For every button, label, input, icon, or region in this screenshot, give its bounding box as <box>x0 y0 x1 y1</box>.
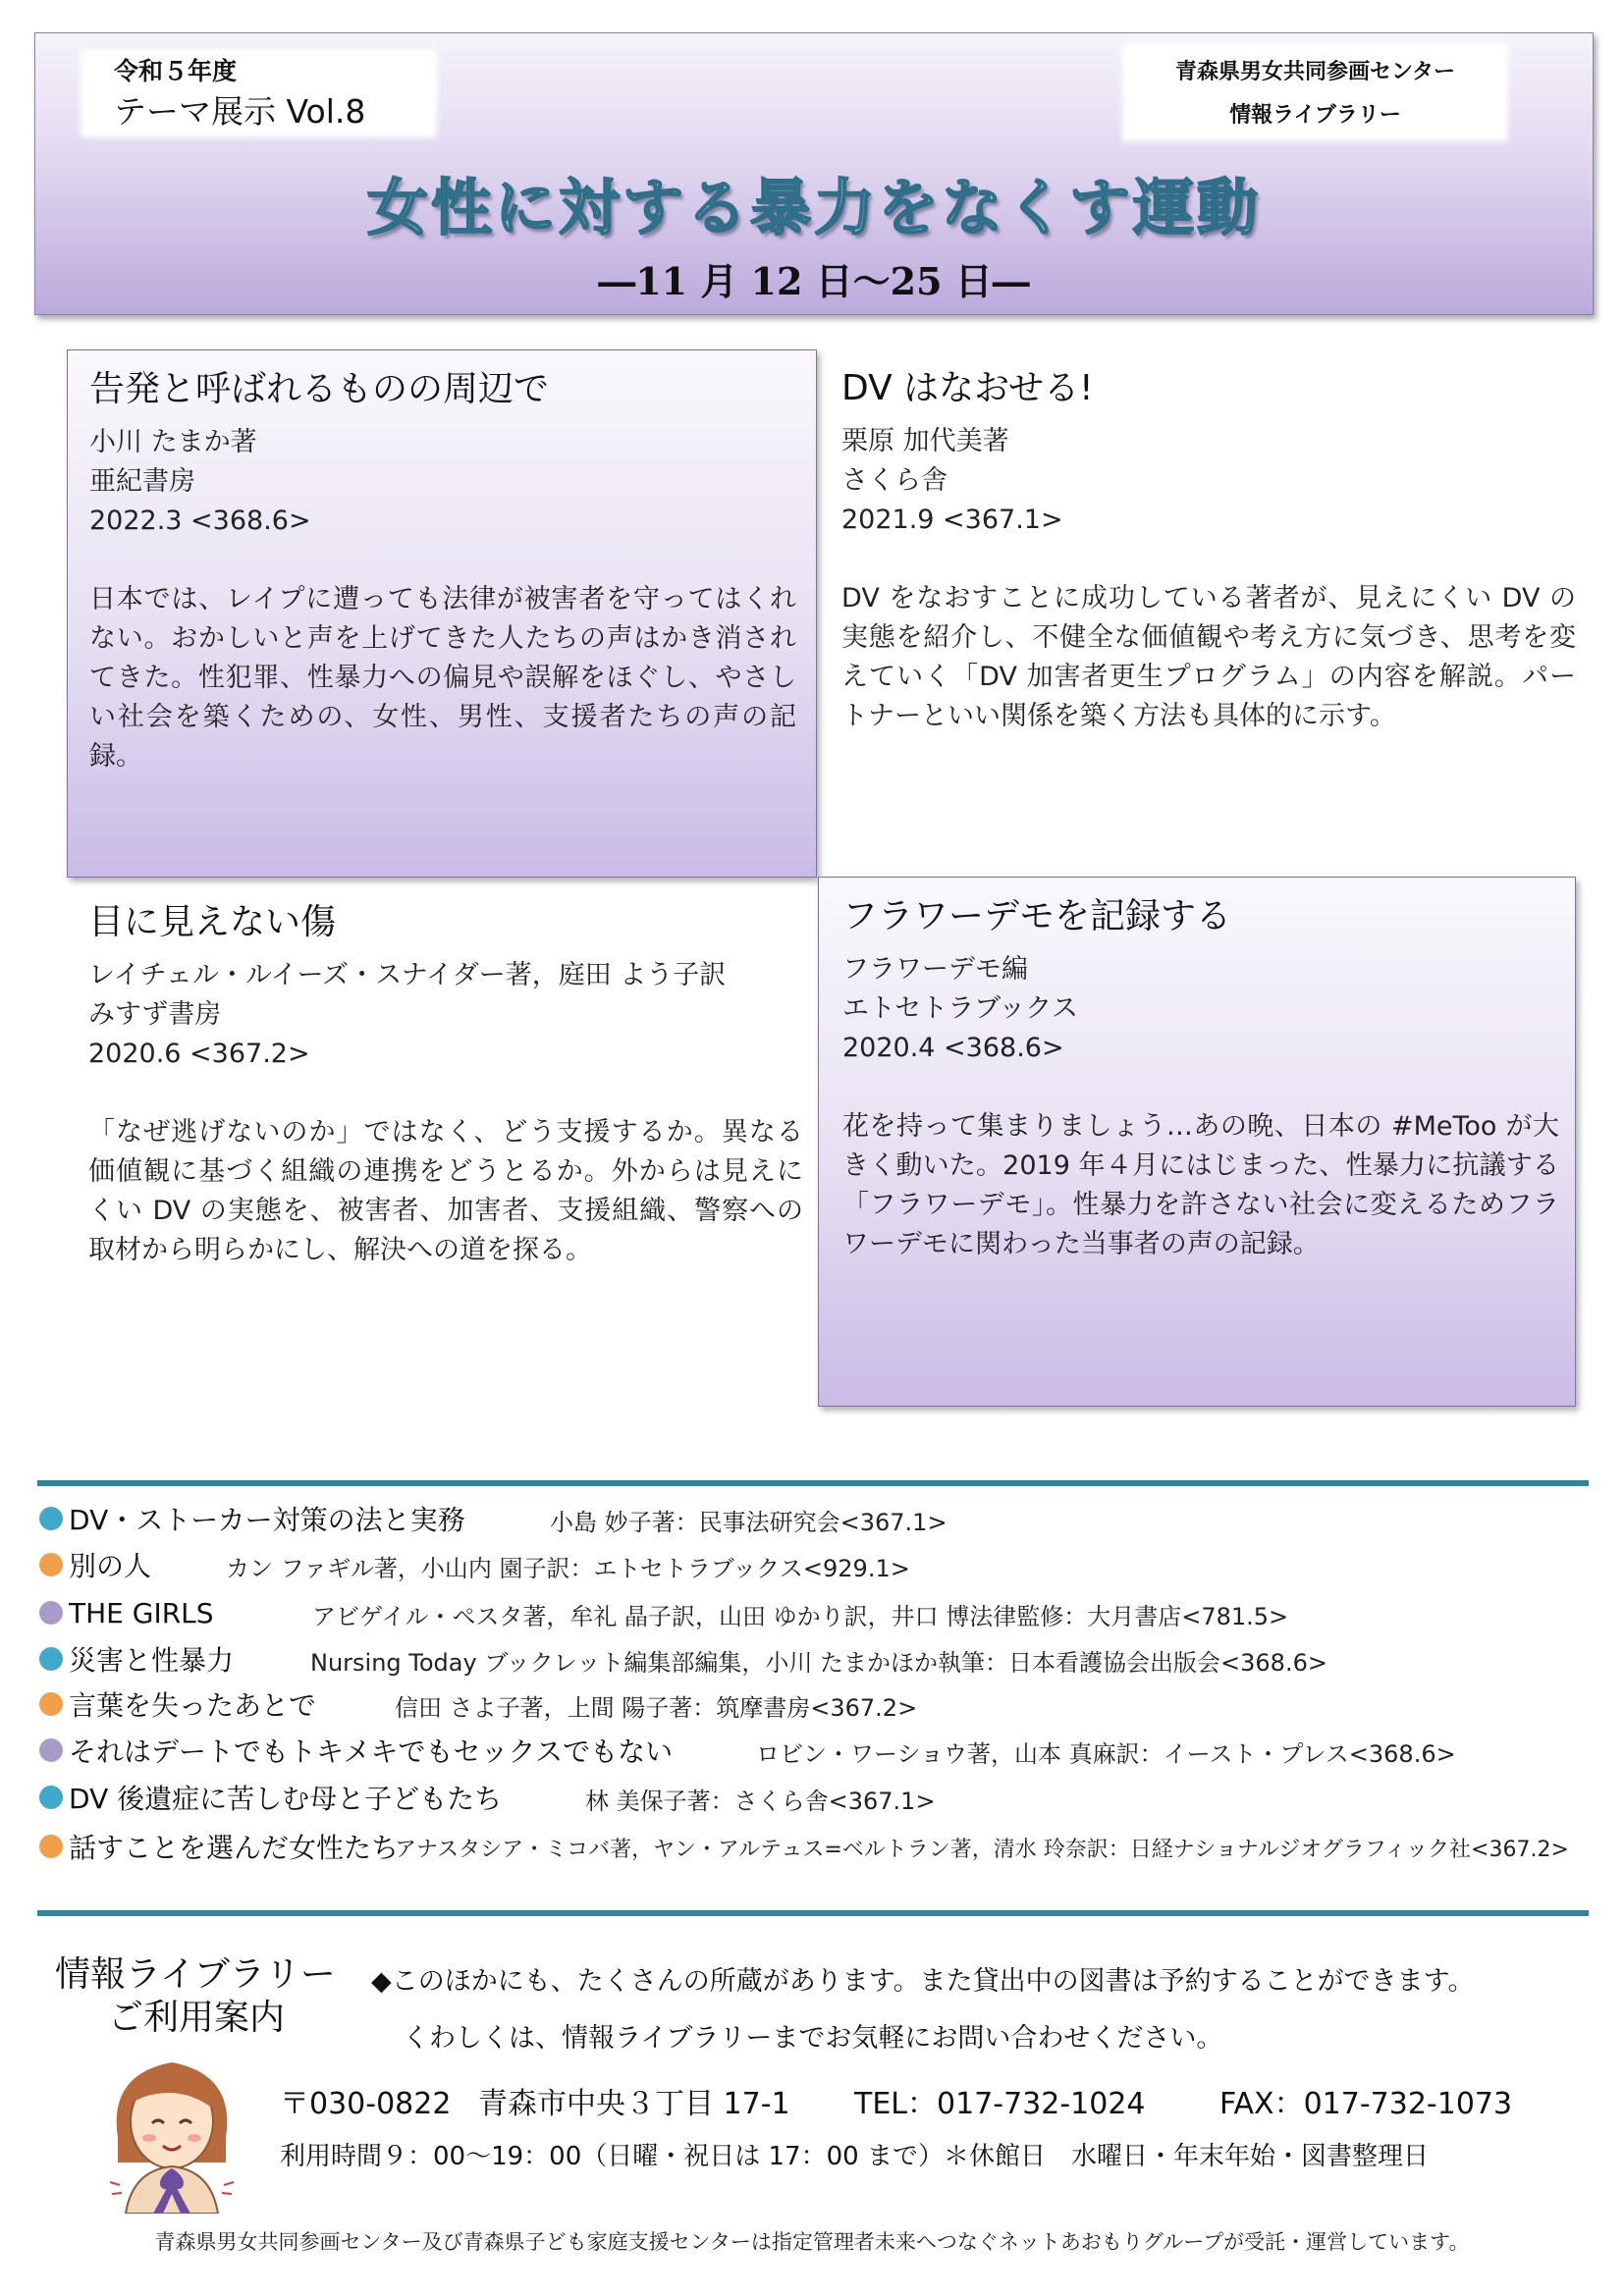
bullet-dot-icon <box>39 1647 63 1671</box>
bullet-dot-icon <box>39 1835 63 1858</box>
list-item-title: 別の人 <box>69 1550 152 1582</box>
book-card <box>67 349 817 878</box>
inquiry-notice: くわしくは、情報ライブラリーまでお気軽にお問い合わせください。 <box>403 2023 1223 2054</box>
list-item-detail: Nursing Today ブックレット編集部編集，小川 たまかほか執筆：日本看護協会出版会<368.6> <box>310 1649 1327 1677</box>
book-author: 小川 たまか著 <box>89 427 257 457</box>
list-item-detail: カン ファギル著，小山内 園子訳：エトセトラブックス<929.1> <box>226 1555 910 1582</box>
bullet-dot-icon <box>39 1738 63 1762</box>
book-title: DV はなおせる! <box>841 368 1094 408</box>
phone-number: TEL：017-732-1024 <box>854 2087 1146 2121</box>
book-card <box>67 883 817 1394</box>
header-banner <box>34 32 1594 315</box>
list-item <box>39 1684 918 1724</box>
list-item-detail: ロビン・ワーショウ著，山本 真麻訳：イースト・プレス<368.6> <box>756 1740 1456 1768</box>
list-item <box>39 1639 1327 1679</box>
library-guide-subtitle: ご利用案内 <box>108 1998 286 2038</box>
book-card <box>820 349 1596 880</box>
book-title: 告発と呼ばれるものの周辺で <box>89 369 550 409</box>
list-item-detail: アビゲイル・ペスタ著，牟礼 晶子訳，山田 ゆかり訳，井口 博法律監修：大月書店<781.5> <box>312 1603 1289 1630</box>
list-item-detail: アナスタシア・ミコバ著，ヤン・アルテュス=ベルトラン著，清水 玲奈訳：日経ナショナルジオグラフィック社<367.2> <box>395 1838 1569 1862</box>
book-author: フラワーデモ編 <box>842 954 1028 985</box>
fiscal-year-label: 令和５年度 <box>84 53 433 90</box>
library-name: 情報ライブラリー <box>1229 103 1401 128</box>
list-item <box>39 1827 1569 1866</box>
list-item-title: DV・ストーカー対策の法と実務 <box>69 1504 465 1536</box>
book-description: 「なぜ逃げないのか」ではなく、どう支援するか。異なる価値観に基づく組織の連携をどうとるか。外からは見えにくい DV の実態を、被害者、加害者、支援組織、警察への取材から明らかにし、解決への道を探る。 <box>88 1117 803 1265</box>
organization-name: 青森県男女共同参画センター <box>1174 60 1456 84</box>
exhibit-volume-label: テーマ展示 Vol.8 <box>84 90 433 133</box>
book-publisher: 亜紀書房 <box>89 466 195 497</box>
list-item <box>39 1545 910 1584</box>
mascot-illustration <box>98 2045 245 2214</box>
list-item-title: それはデートでもトキメキでもセックスでもない <box>69 1735 674 1768</box>
list-item-detail: 林 美保子著：さくら舎<367.1> <box>585 1788 936 1815</box>
list-item-title: 言葉を失ったあとで <box>69 1689 317 1722</box>
book-publisher: エトセトラブックス <box>842 993 1079 1024</box>
book-description: 花を持って集まりましょう…あの晩、日本の #MeToo が大きく動いた。2019 年４月にはじまった、性暴力に抗議する「フラワーデモ」。性暴力を許さない社会に変えるためフラワーデモに関わった当事者の声の記録。 <box>842 1111 1559 1259</box>
management-notice: 青森県男女共同参画センター及び青森県子ども家庭支援センターは指定管理者未来へつなぐネットあおもりグループが受託・運営しています。 <box>154 2230 1470 2254</box>
book-description: 日本では、レイプに遭っても法律が被害者を守ってはくれない。おかしいと声を上げてきた人たちの声はかき消されてきた。性犯罪、性暴力への偏見や誤解をほぐし、やさしい社会を築くための、女性、男性、支援者たちの声の記録。 <box>89 584 796 772</box>
book-author: レイチェル・ルイーズ・スナイダー著，庭田 よう子訳 <box>88 960 727 990</box>
book-publisher: さくら舎 <box>841 465 947 496</box>
bullet-dot-icon <box>39 1601 63 1625</box>
list-item <box>39 1593 1289 1632</box>
bullet-dot-icon <box>39 1553 63 1576</box>
book-title: フラワーデモを記録する <box>842 896 1232 936</box>
fax-number: FAX：017-732-1073 <box>1219 2087 1513 2121</box>
bullet-dot-icon <box>39 1692 63 1716</box>
book-pubinfo: 2022.3 <368.6> <box>89 506 311 536</box>
book-title: 目に見えない傷 <box>88 902 337 942</box>
book-pubinfo: 2021.9 <367.1> <box>841 505 1063 535</box>
bullet-dot-icon <box>39 1507 63 1530</box>
list-item-title: THE GIRLS <box>69 1596 214 1629</box>
divider <box>37 1910 1589 1916</box>
list-item <box>39 1778 936 1817</box>
divider <box>37 1480 1589 1486</box>
bullet-dot-icon <box>39 1786 63 1809</box>
woman-with-ribbon-icon <box>98 2045 245 2214</box>
book-description: DV をなおすことに成功している著者が、見えにくい DV の実態を紹介し、不健全な価値観や考え方に気づき、思考を変えていく「DV 加害者更生プログラム」の内容を解説。パートナーといい関係を築く方法も具体的に示す。 <box>841 583 1576 731</box>
list-item-detail: 信田 さよ子著，上間 陽子著：筑摩書房<367.2> <box>395 1694 918 1722</box>
book-pubinfo: 2020.6 <367.2> <box>88 1039 310 1069</box>
list-item <box>39 1499 947 1538</box>
postal-code: 〒030-0822 <box>280 2087 452 2121</box>
book-author: 栗原 加代美著 <box>841 426 1009 456</box>
organization-label <box>1126 47 1504 137</box>
collection-notice: ◆このほかにも、たくさんの所蔵があります。また貸出中の図書は予約することができます。 <box>371 1966 1475 1997</box>
library-guide-title: 情報ライブラリー <box>55 1954 336 1995</box>
campaign-dates: ―11 月 12 日～25 日― <box>598 259 1030 303</box>
list-item-detail: 小島 妙子著：民事法研究会<367.1> <box>550 1509 947 1536</box>
book-card <box>818 877 1576 1407</box>
opening-hours: 利用時間９：00～19：00（日曜・祝日は 17：00 まで）＊休館日 水曜日・年末年始・図書整理日 <box>280 2142 1429 2171</box>
list-item-title: DV 後遺症に苦しむ母と子どもたち <box>69 1783 503 1815</box>
list-item <box>39 1731 1456 1770</box>
page-title: 女性に対する暴力をなくす運動 <box>366 172 1261 243</box>
book-pubinfo: 2020.4 <368.6> <box>842 1033 1064 1063</box>
list-item-title: 話すことを選んだ女性たち <box>69 1832 400 1864</box>
list-item-title: 災害と性暴力 <box>69 1644 235 1677</box>
book-publisher: みすず書房 <box>88 999 222 1030</box>
address: 青森市中央３丁目 17-1 <box>478 2087 790 2121</box>
